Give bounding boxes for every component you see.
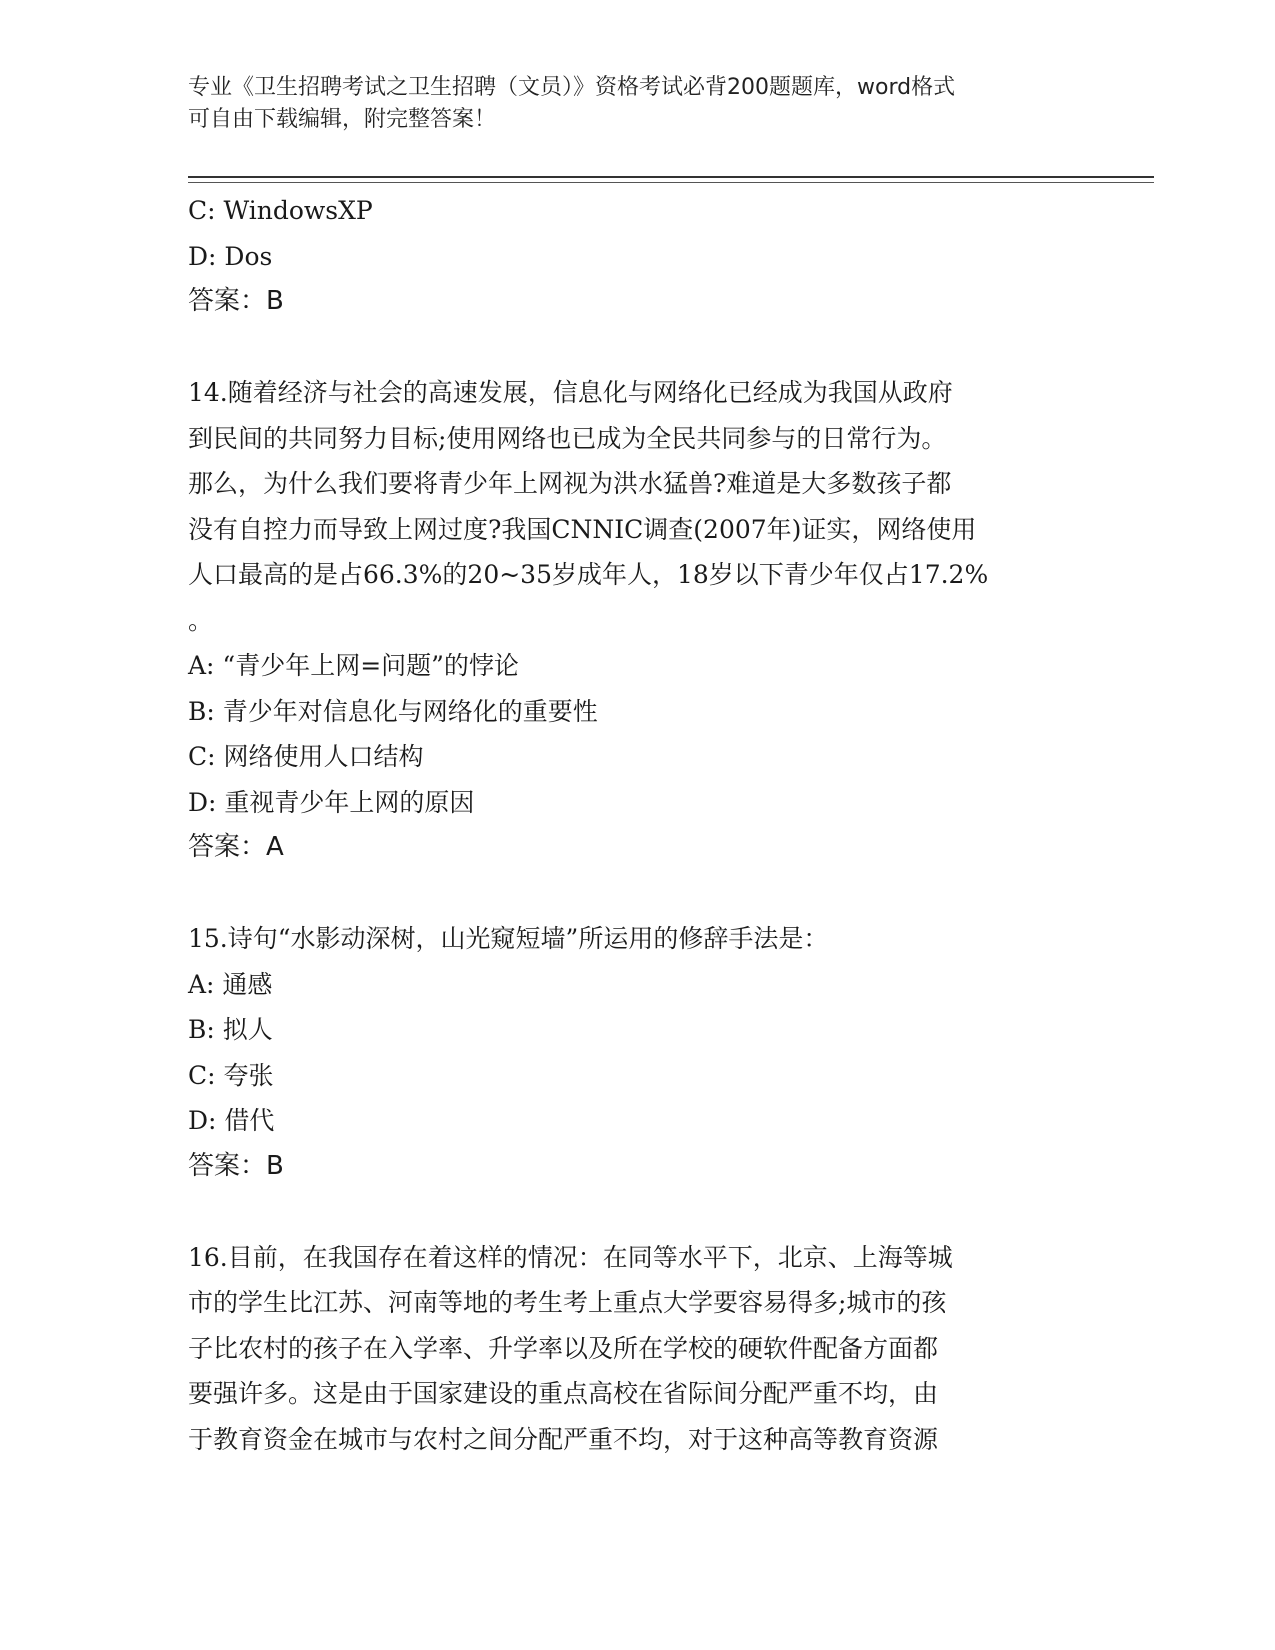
q16-stem-line: 市的学生比江苏、河南等地的考生考上重点大学要容易得多;城市的孩 bbox=[188, 1288, 947, 1317]
q15-option-d: D: 借代 bbox=[188, 1106, 275, 1135]
question-14 bbox=[188, 370, 1088, 871]
header-divider-thick bbox=[188, 176, 1154, 178]
q15-answer: 答案：B bbox=[188, 1150, 284, 1181]
q16-stem-line: 要强许多。这是由于国家建设的重点高校在省际间分配严重不均，由 bbox=[188, 1379, 939, 1408]
q14-stem-line: 那么，为什么我们要将青少年上网视为洪水猛兽?难道是大多数孩子都 bbox=[188, 469, 952, 498]
header-line-2: 可自由下载编辑，附完整答案！ bbox=[188, 107, 497, 132]
q14-option-d: D: 重视青少年上网的原因 bbox=[188, 787, 475, 817]
question-16 bbox=[188, 1235, 1088, 1463]
question-15 bbox=[188, 916, 1088, 1189]
q16-stem-line: 16.目前，在我国存在着这样的情况：在同等水平下，北京、上海等城 bbox=[188, 1242, 953, 1272]
question-body bbox=[188, 188, 1088, 1462]
q13-option-d: D: Dos bbox=[188, 241, 273, 271]
q14-stem-line: 没有自控力而导致上网过度?我国CNNIC调查(2007年)证实，网络使用 bbox=[188, 514, 977, 544]
q13-answer: 答案：B bbox=[188, 286, 284, 316]
q13-option-c: C: WindowsXP bbox=[188, 196, 373, 225]
q14-stem-line: 。 bbox=[188, 605, 214, 635]
question-13 bbox=[188, 188, 1088, 325]
q14-answer: 答案：A bbox=[188, 832, 284, 862]
header-line-1: 专业《卫生招聘考试之卫生招聘（文员）》资格考试必背200题题库，word格式 bbox=[188, 75, 956, 100]
page-header bbox=[188, 72, 1088, 136]
q15-option-c: C: 夸张 bbox=[188, 1060, 274, 1090]
q16-stem-line: 于教育资金在城市与农村之间分配严重不均，对于这种高等教育资源 bbox=[188, 1424, 939, 1454]
q14-option-b: B: 青少年对信息化与网络化的重要性 bbox=[188, 696, 598, 726]
q14-stem-line: 人口最高的是占66.3%的20~35岁成年人，18岁以下青少年仅占17.2% bbox=[188, 560, 989, 589]
spacer bbox=[188, 325, 1088, 371]
q14-option-c: C: 网络使用人口结构 bbox=[188, 742, 424, 771]
spacer bbox=[188, 871, 1088, 917]
q14-stem-line: 14.随着经济与社会的高速发展，信息化与网络化已经成为我国从政府 bbox=[188, 378, 953, 407]
q14-option-a: A: “青少年上网=问题”的悖论 bbox=[188, 651, 519, 680]
q16-stem-line: 子比农村的孩子在入学率、升学率以及所在学校的硬软件配备方面都 bbox=[188, 1333, 939, 1363]
spacer bbox=[188, 1189, 1088, 1235]
header-divider-thin bbox=[188, 182, 1154, 183]
q15-stem: 15.诗句“水影动深树，山光窥短墙”所运用的修辞手法是： bbox=[188, 924, 829, 953]
q15-option-b: B: 拟人 bbox=[188, 1015, 273, 1044]
q14-stem-line: 到民间的共同努力目标;使用网络也已成为全民共同参与的日常行为。 bbox=[188, 423, 947, 453]
q15-option-a: A: 通感 bbox=[188, 969, 273, 999]
